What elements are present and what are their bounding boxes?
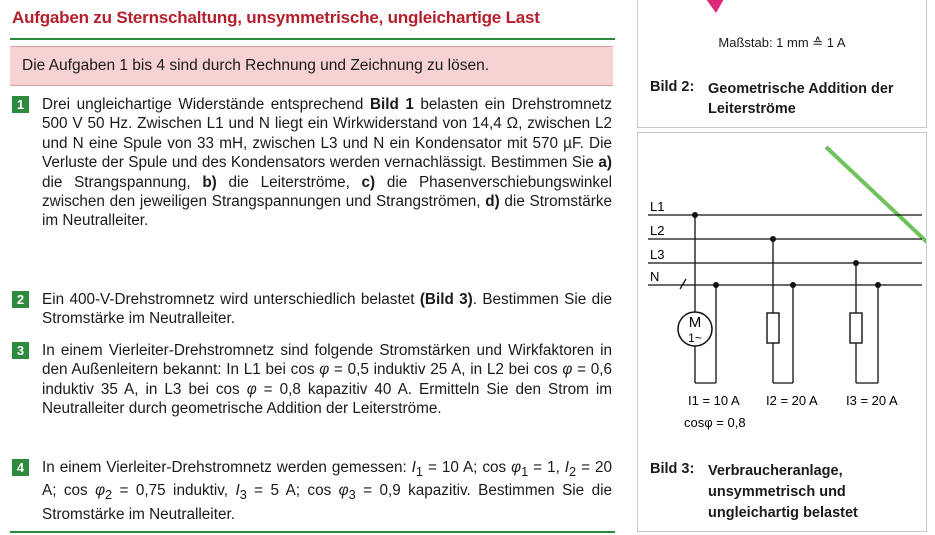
task-1 (12, 95, 612, 231)
caption-label: Bild 2: (650, 79, 695, 95)
line-label-l1: L1 (650, 199, 665, 214)
figure-3-diagram (638, 133, 926, 443)
task-2 (12, 290, 612, 329)
task-number: 1 (12, 96, 29, 113)
r2-current-label: I2 = 20 A (766, 393, 818, 408)
task-text: In einem Vierleiter-Drehstromnetz werden gemessen: $I_1 = 10$ A; $\cos \varphi_1 = 1$, $I_2 = 20$ A; $\cos \varphi_2 = 0,75$ induktiv, $I_3 = 5$ A; $\cos \varphi_3 = 0,9$ kapazitiv. Bestimmen Sie die Stromstärke im Neutralleiter. (42, 459, 612, 523)
caption-text: Geometrische Addition der Leiterströme (708, 81, 894, 117)
pen-decoration-icon (826, 147, 926, 243)
figure-2-panel (637, 0, 927, 128)
motor-current-label: I1 = 10 A (688, 393, 740, 408)
caption-label: Bild 3: (650, 461, 695, 477)
task-number: 2 (12, 291, 29, 308)
vector-arrow-tip-icon (638, 0, 926, 29)
motor-cosphi-label: cosφ = 0,8 (684, 415, 746, 430)
task-text: Ein 400-V-Drehstromnetz wird unterschiedlich belastet (Bild 3). Bestimmen Sie die Stromstärke im Neutralleiter. (42, 291, 613, 328)
page-title: Aufgaben zu Sternschaltung, unsymmetrische, ungleichartige Last (12, 8, 540, 27)
task-text: Drei ungleichartige Widerstände entsprechend Bild 1 belasten ein Drehstromnetz 500 V 50 Hz. Zwischen L1 und N liegt ein Wirkwiderstand von 14,4 Ω, zwischen L2 und N eine Spule von 33 mH, zwischen L3 und N ein Kondensator mit 570 µF. Die Verluste der Spule und des Kondensators werden vernachlässigt. Bestimmen Sie a) die Strangspannung, b) die Leiterströme, c) die Phasenverschiebungswinkel zwischen den jeweiligen Strangspannungen und Strangströmen, d) die Stromstärke im Neutralleiter. (42, 96, 612, 230)
instruction-text: Die Aufgaben 1 bis 4 sind durch Rechnung und Zeichnung zu lösen. (22, 57, 490, 74)
r3-current-label: I3 = 20 A (846, 393, 898, 408)
task-text: In einem Vierleiter-Drehstromnetz sind folgende Stromstärken und Wirkfaktoren in den Außenleitern bekannt: In L1 bei cos φ = 0,5 induktiv 25 A, in L2 bei cos φ = 0,6 induktiv 35 A, in L3 bei cos φ = 0,8 kapazitiv 40 A. Ermitteln Sie den Strom im Neutralleiter durch geometrische Addition der Leiterströme. (42, 342, 613, 418)
resistor-2-icon (767, 313, 779, 343)
instruction-banner (10, 46, 613, 86)
task-4 (12, 458, 612, 524)
line-label-l3: L3 (650, 247, 665, 262)
resistor-3-icon (850, 313, 862, 343)
task-number: 3 (12, 342, 29, 359)
motor-sub-label: 1~ (688, 331, 702, 345)
figure-3-panel (637, 132, 927, 532)
line-label-n: N (650, 269, 660, 284)
task-number: 4 (12, 459, 29, 476)
task-3 (12, 341, 612, 419)
motor-label: M (688, 314, 702, 331)
bottom-rule (10, 531, 615, 533)
line-label-l2: L2 (650, 223, 665, 238)
figure-2-scale: Maßstab: 1 mm ≙ 1 A (718, 35, 846, 50)
caption-text: Verbraucheranlage, unsymmetrisch und ungleichartig belastet (708, 463, 858, 521)
title-rule (10, 38, 615, 40)
